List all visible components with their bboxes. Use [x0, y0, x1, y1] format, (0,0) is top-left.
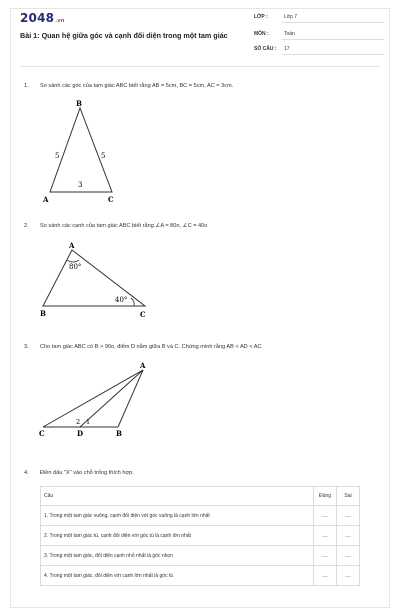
statement-cell: 4. Trong một tam giác, đối diện với cạnh lớn nhất là góc tù [41, 566, 314, 586]
figure-triangle-1 [38, 96, 138, 208]
question-number: 2. [24, 223, 29, 229]
meta-count-value: 17 [284, 46, 290, 52]
vertex-label-b: B [40, 309, 46, 318]
answer-blank-sai[interactable]: .... [337, 566, 360, 586]
side-label-ac: 3 [78, 181, 83, 189]
answer-blank-sai[interactable]: .... [337, 546, 360, 566]
angle-arc-c [131, 298, 134, 306]
question-number: 3. [24, 344, 29, 350]
vertex-label-b: B [116, 429, 122, 438]
question-text: So sánh các cạnh của tam giác ABC biết rằng ∠A = 80o, ∠C = 40o [40, 223, 208, 229]
triangle-abc [43, 250, 145, 306]
table-header-row [41, 487, 360, 506]
vertex-label-a: A [69, 241, 75, 250]
header-divider [20, 66, 380, 67]
vertex-label-d: D [77, 429, 84, 438]
triangle-abc [50, 108, 112, 192]
angle-label-1: 1 [86, 418, 91, 426]
table-row [41, 506, 360, 526]
vertex-label-c: C [140, 310, 146, 319]
table-row [41, 526, 360, 546]
column-header-cau: Câu [41, 487, 314, 506]
meta-divider [282, 54, 384, 55]
angle-label-2: 2 [76, 418, 81, 426]
answer-blank-dung[interactable]: .... [314, 566, 337, 586]
angle-label-a: 80° [69, 263, 82, 271]
lesson-title: Bài 1: Quan hệ giữa góc và cạnh đối diện trong một tam giác [20, 31, 228, 40]
side-label-ab: 5 [55, 152, 60, 160]
column-header-dung: Đúng [314, 487, 337, 506]
question-number: 4. [24, 470, 29, 476]
angle-label-c: 40° [115, 296, 128, 304]
vertex-label-b: B [76, 99, 82, 108]
logo-suffix: .vn [55, 18, 65, 24]
answer-blank-sai[interactable]: .... [337, 526, 360, 546]
answer-blank-sai[interactable]: .... [337, 506, 360, 526]
question-text: Cho tam giác ABC có B > 90o, điểm D nằm giữa B và C. Chứng minh rằng AB < AD < AC [40, 344, 262, 350]
logo-text: 2048 [20, 11, 55, 25]
statement-cell: 1. Trong một tam giác vuông, cạnh đối diện với góc vuông là cạnh lớn nhất [41, 506, 314, 526]
segment-ab [118, 370, 143, 427]
meta-class-key: LỚP : [254, 14, 268, 20]
table-row [41, 566, 360, 586]
meta-divider [282, 39, 384, 40]
vertex-label-a: A [43, 195, 49, 204]
vertex-label-c: C [39, 429, 45, 438]
meta-count-key: SỐ CÂU : [254, 46, 277, 52]
statement-cell: 2. Trong một tam giác tù, cạnh đối diện với góc tù là cạnh lớn nhất [41, 526, 314, 546]
meta-subject-key: MÔN : [254, 31, 269, 37]
side-label-bc: 5 [101, 152, 106, 160]
answer-blank-dung[interactable]: .... [314, 526, 337, 546]
question-text: So sánh các góc của tam giác ABC biết rằng AB = 5cm, BC = 5cm, AC = 3cm. [40, 83, 234, 89]
vertex-label-c: C [108, 195, 114, 204]
vertex-label-a: A [140, 361, 146, 370]
site-logo[interactable] [20, 11, 65, 25]
table-row [41, 546, 360, 566]
meta-subject-value: Toán [284, 31, 295, 37]
angle-arc-a [67, 260, 79, 262]
true-false-table [40, 486, 360, 586]
figure-triangle-3 [36, 358, 156, 442]
figure-triangle-2 [36, 238, 156, 320]
segment-ac [43, 370, 143, 427]
statement-cell: 3. Trong một tam giác, đối diện cạnh nhỏ nhất là góc nhọn [41, 546, 314, 566]
question-text: Điền dấu "X" vào chỗ trống thích hợp. [40, 470, 134, 476]
meta-class-value: Lớp 7 [284, 14, 298, 20]
question-number: 1. [24, 83, 29, 89]
meta-divider [282, 22, 384, 23]
column-header-sai: Sai [337, 487, 360, 506]
answer-blank-dung[interactable]: .... [314, 546, 337, 566]
answer-blank-dung[interactable]: .... [314, 506, 337, 526]
